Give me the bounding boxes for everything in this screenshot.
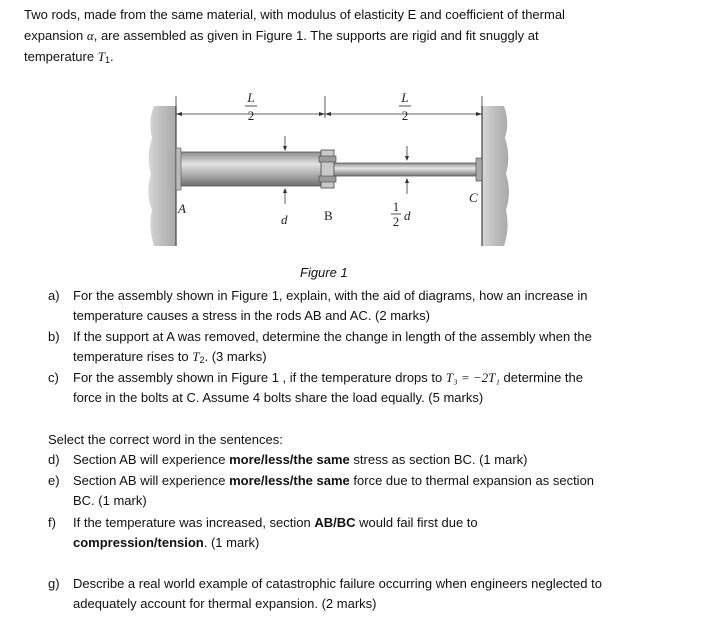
question-f-line-1 bbox=[73, 513, 678, 533]
question-b-line-2-start: temperature rises to bbox=[73, 349, 193, 364]
question-b-line-2-end: . (3 marks) bbox=[204, 349, 267, 364]
rod-ab bbox=[176, 152, 323, 186]
label-half-d-symbol: d bbox=[404, 208, 411, 223]
question-f-choice: AB/BC bbox=[314, 515, 356, 530]
question-c-line-1 bbox=[73, 368, 678, 388]
question-f-line-2 bbox=[73, 533, 678, 553]
question-e-end: force due to thermal expansion as section bbox=[349, 473, 595, 488]
intro-paragraph bbox=[24, 4, 704, 71]
dimension-arrow-1 bbox=[176, 112, 182, 116]
question-f-end: would fail first due to bbox=[355, 515, 478, 530]
flange-c bbox=[476, 158, 482, 181]
label-diameter-d: d bbox=[281, 212, 288, 227]
question-f-start: If the temperature was increased, section bbox=[73, 515, 315, 530]
bolt-b-top bbox=[319, 156, 336, 162]
figure-1-diagram bbox=[140, 86, 530, 261]
question-a-label: a) bbox=[48, 288, 60, 303]
fitting-a bbox=[176, 148, 181, 190]
intro-line-3-end: . bbox=[109, 49, 114, 64]
label-half-L-left-denominator: 2 bbox=[247, 108, 255, 123]
section-arrow-ab-top bbox=[283, 146, 287, 151]
label-half-d-numerator: 1 bbox=[392, 199, 400, 214]
alpha-symbol: α bbox=[86, 28, 94, 43]
question-d-start: Section AB will experience bbox=[73, 452, 230, 467]
question-g-line-2: adequately account for thermal expansion. (2 marks) bbox=[73, 596, 377, 611]
label-point-c: C bbox=[469, 190, 478, 205]
question-b-line-2 bbox=[73, 347, 678, 370]
question-f-label: f) bbox=[48, 515, 56, 530]
question-g bbox=[48, 574, 678, 614]
select-heading: Select the correct word in the sentences: bbox=[48, 432, 283, 447]
question-e bbox=[48, 471, 678, 511]
question-c-line-1-end: determine the bbox=[499, 370, 583, 385]
question-f-marks: . (1 mark) bbox=[203, 535, 260, 550]
question-d-choice: more/less/the same bbox=[229, 452, 350, 467]
label-point-a: A bbox=[178, 201, 186, 216]
question-g-line-1: Describe a real world example of catastrophic failure occurring when engineers neglected to bbox=[73, 576, 602, 591]
question-e-line-1 bbox=[73, 471, 678, 491]
question-c-label: c) bbox=[48, 370, 59, 385]
question-f bbox=[48, 513, 678, 553]
question-d-label: d) bbox=[48, 452, 60, 467]
flange-b bbox=[321, 150, 334, 188]
rod-bc bbox=[334, 163, 480, 176]
question-d-end: stress as section BC. (1 mark) bbox=[349, 452, 528, 467]
intro-line-3-start: temperature bbox=[24, 49, 98, 64]
section-arrow-ab-bottom bbox=[283, 188, 287, 193]
question-d-line-1 bbox=[73, 450, 678, 470]
bolt-b-bottom bbox=[319, 176, 336, 182]
question-e-choice: more/less/the same bbox=[229, 473, 350, 488]
question-b-line-1: If the support at A was removed, determine the change in length of the assembly when the bbox=[73, 329, 592, 344]
question-c-line-1-start: For the assembly shown in Figure 1 , if the temperature drops to bbox=[73, 370, 446, 385]
question-b bbox=[48, 327, 678, 370]
temperature-symbol: T bbox=[97, 49, 105, 64]
question-f-choice-2: compression/tension bbox=[73, 535, 204, 550]
temperature-subscript: 1 bbox=[104, 55, 110, 65]
question-e-label: e) bbox=[48, 473, 60, 488]
question-a-line-2: temperature causes a stress in the rods AB and AC. (2 marks) bbox=[73, 308, 430, 323]
label-half-d-denominator: 2 bbox=[392, 214, 400, 229]
dimension-arrow-4 bbox=[476, 112, 482, 116]
question-e-start: Section AB will experience bbox=[73, 473, 230, 488]
intro-line-2 bbox=[24, 25, 704, 46]
intro-line-2-start: expansion bbox=[24, 28, 87, 43]
question-a-line-1: For the assembly shown in Figure 1, explain, with the aid of diagrams, how an increase in bbox=[73, 288, 588, 303]
question-e-line-2: BC. (1 mark) bbox=[73, 493, 147, 508]
section-arrow-bc-top bbox=[405, 156, 409, 161]
intro-line-3 bbox=[24, 46, 704, 71]
section-arrow-bc-bottom bbox=[405, 178, 409, 183]
right-wall-support bbox=[482, 106, 509, 246]
dimension-arrow-2 bbox=[319, 112, 325, 116]
question-c-line-2: force in the bolts at C. Assume 4 bolts share the load equally. (5 marks) bbox=[73, 390, 484, 405]
question-b-temp-subscript: 2 bbox=[199, 355, 205, 365]
label-point-b: B bbox=[324, 208, 333, 223]
intro-line-1: Two rods, made from the same material, with modulus of elasticity E and coefficient of thermal bbox=[24, 7, 565, 22]
question-b-label: b) bbox=[48, 329, 60, 344]
label-half-L-right-denominator: 2 bbox=[401, 108, 409, 123]
question-g-label: g) bbox=[48, 576, 60, 591]
left-wall-support bbox=[148, 106, 176, 246]
label-half-L-right-numerator: L bbox=[401, 90, 409, 105]
question-d bbox=[48, 450, 678, 470]
intro-line-2-end: , are assembled as given in Figure 1. The supports are rigid and fit snuggly at bbox=[93, 28, 539, 43]
question-c-equation: T₃ = −2T₁ bbox=[445, 370, 500, 385]
label-half-L-left-numerator: L bbox=[247, 90, 255, 105]
dimension-arrow-3 bbox=[325, 112, 331, 116]
question-c bbox=[48, 368, 678, 408]
figure-caption: Figure 1 bbox=[300, 265, 348, 280]
question-a bbox=[48, 286, 678, 326]
question-b-temp-symbol: T bbox=[192, 349, 200, 364]
